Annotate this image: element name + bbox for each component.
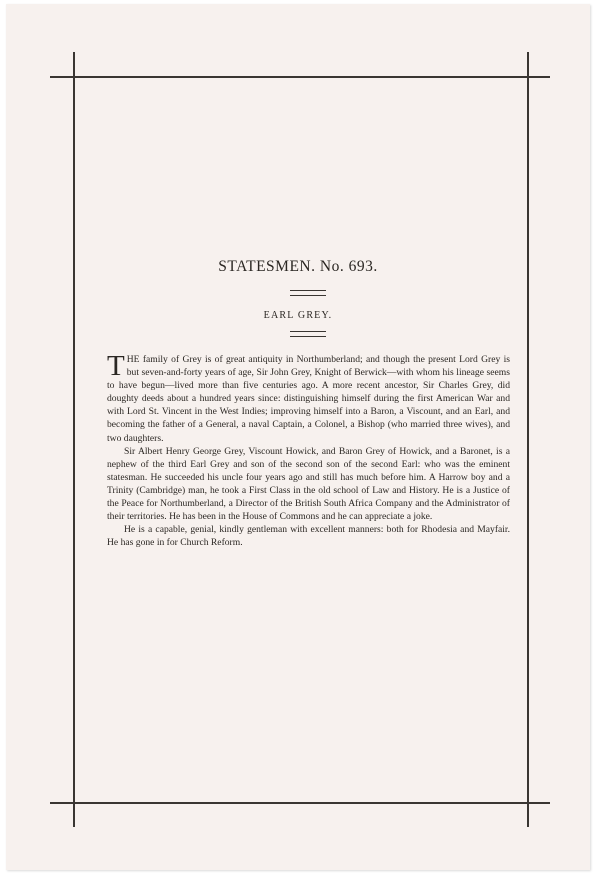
article-paragraph: Sir Albert Henry George Grey, Viscount Howick, and Baron Grey of Howick, and a Baronet, is a nephew of the third Earl Grey and son of the second son of the second Earl: who was the eminent statesman. He succeeded his uncle four years ago and still has much before him. A Harrow boy and a Trinity (Cambridge) man, he took a First Class in the old school of Law and History. He is a Justice of the Peace for Northumberland, a Director of the British South Africa Company and the Administrator of their territories. He has been in the House of Commons and he can appreciate a joke. xyxy=(107,445,510,523)
article-paragraph: He is a capable, genial, kindly gentleman with excellent manners: both for Rhodesia and Mayfair. He has gone in for Church Reform. xyxy=(107,524,510,549)
article-subtitle: EARL GREY. xyxy=(263,310,333,321)
page xyxy=(6,4,590,870)
drop-cap: T xyxy=(107,350,125,382)
subtitle-double-rule xyxy=(290,331,326,337)
page-title: STATESMEN. No. 693. xyxy=(218,258,378,275)
article-body xyxy=(107,350,510,549)
title-double-rule xyxy=(290,290,326,296)
border-top-rule xyxy=(50,76,550,78)
paragraph-text: HE family of Grey is of great antiquity in Northumberland; and though the present Lord Grey is but seven-and-forty years of age, Sir John Grey, Knight of Berwick—with whom his lineage seems to have begun—lived more than five centuries ago. A more recent ancestor, Sir Charles Grey, did doughty deeds about a hundred years since: distinguishing himself during the first American War and with Lord St. Vincent in the West Indies; improving himself into a Baron, a Viscount, and an Earl, and becoming the father of a General, a naval Captain, a Colonel, a Bishop (who married three wives), and two daughters. xyxy=(107,354,510,444)
border-right-rule xyxy=(527,52,529,827)
border-bottom-rule xyxy=(50,802,550,804)
article-paragraph xyxy=(107,350,510,445)
border-left-rule xyxy=(73,52,75,827)
